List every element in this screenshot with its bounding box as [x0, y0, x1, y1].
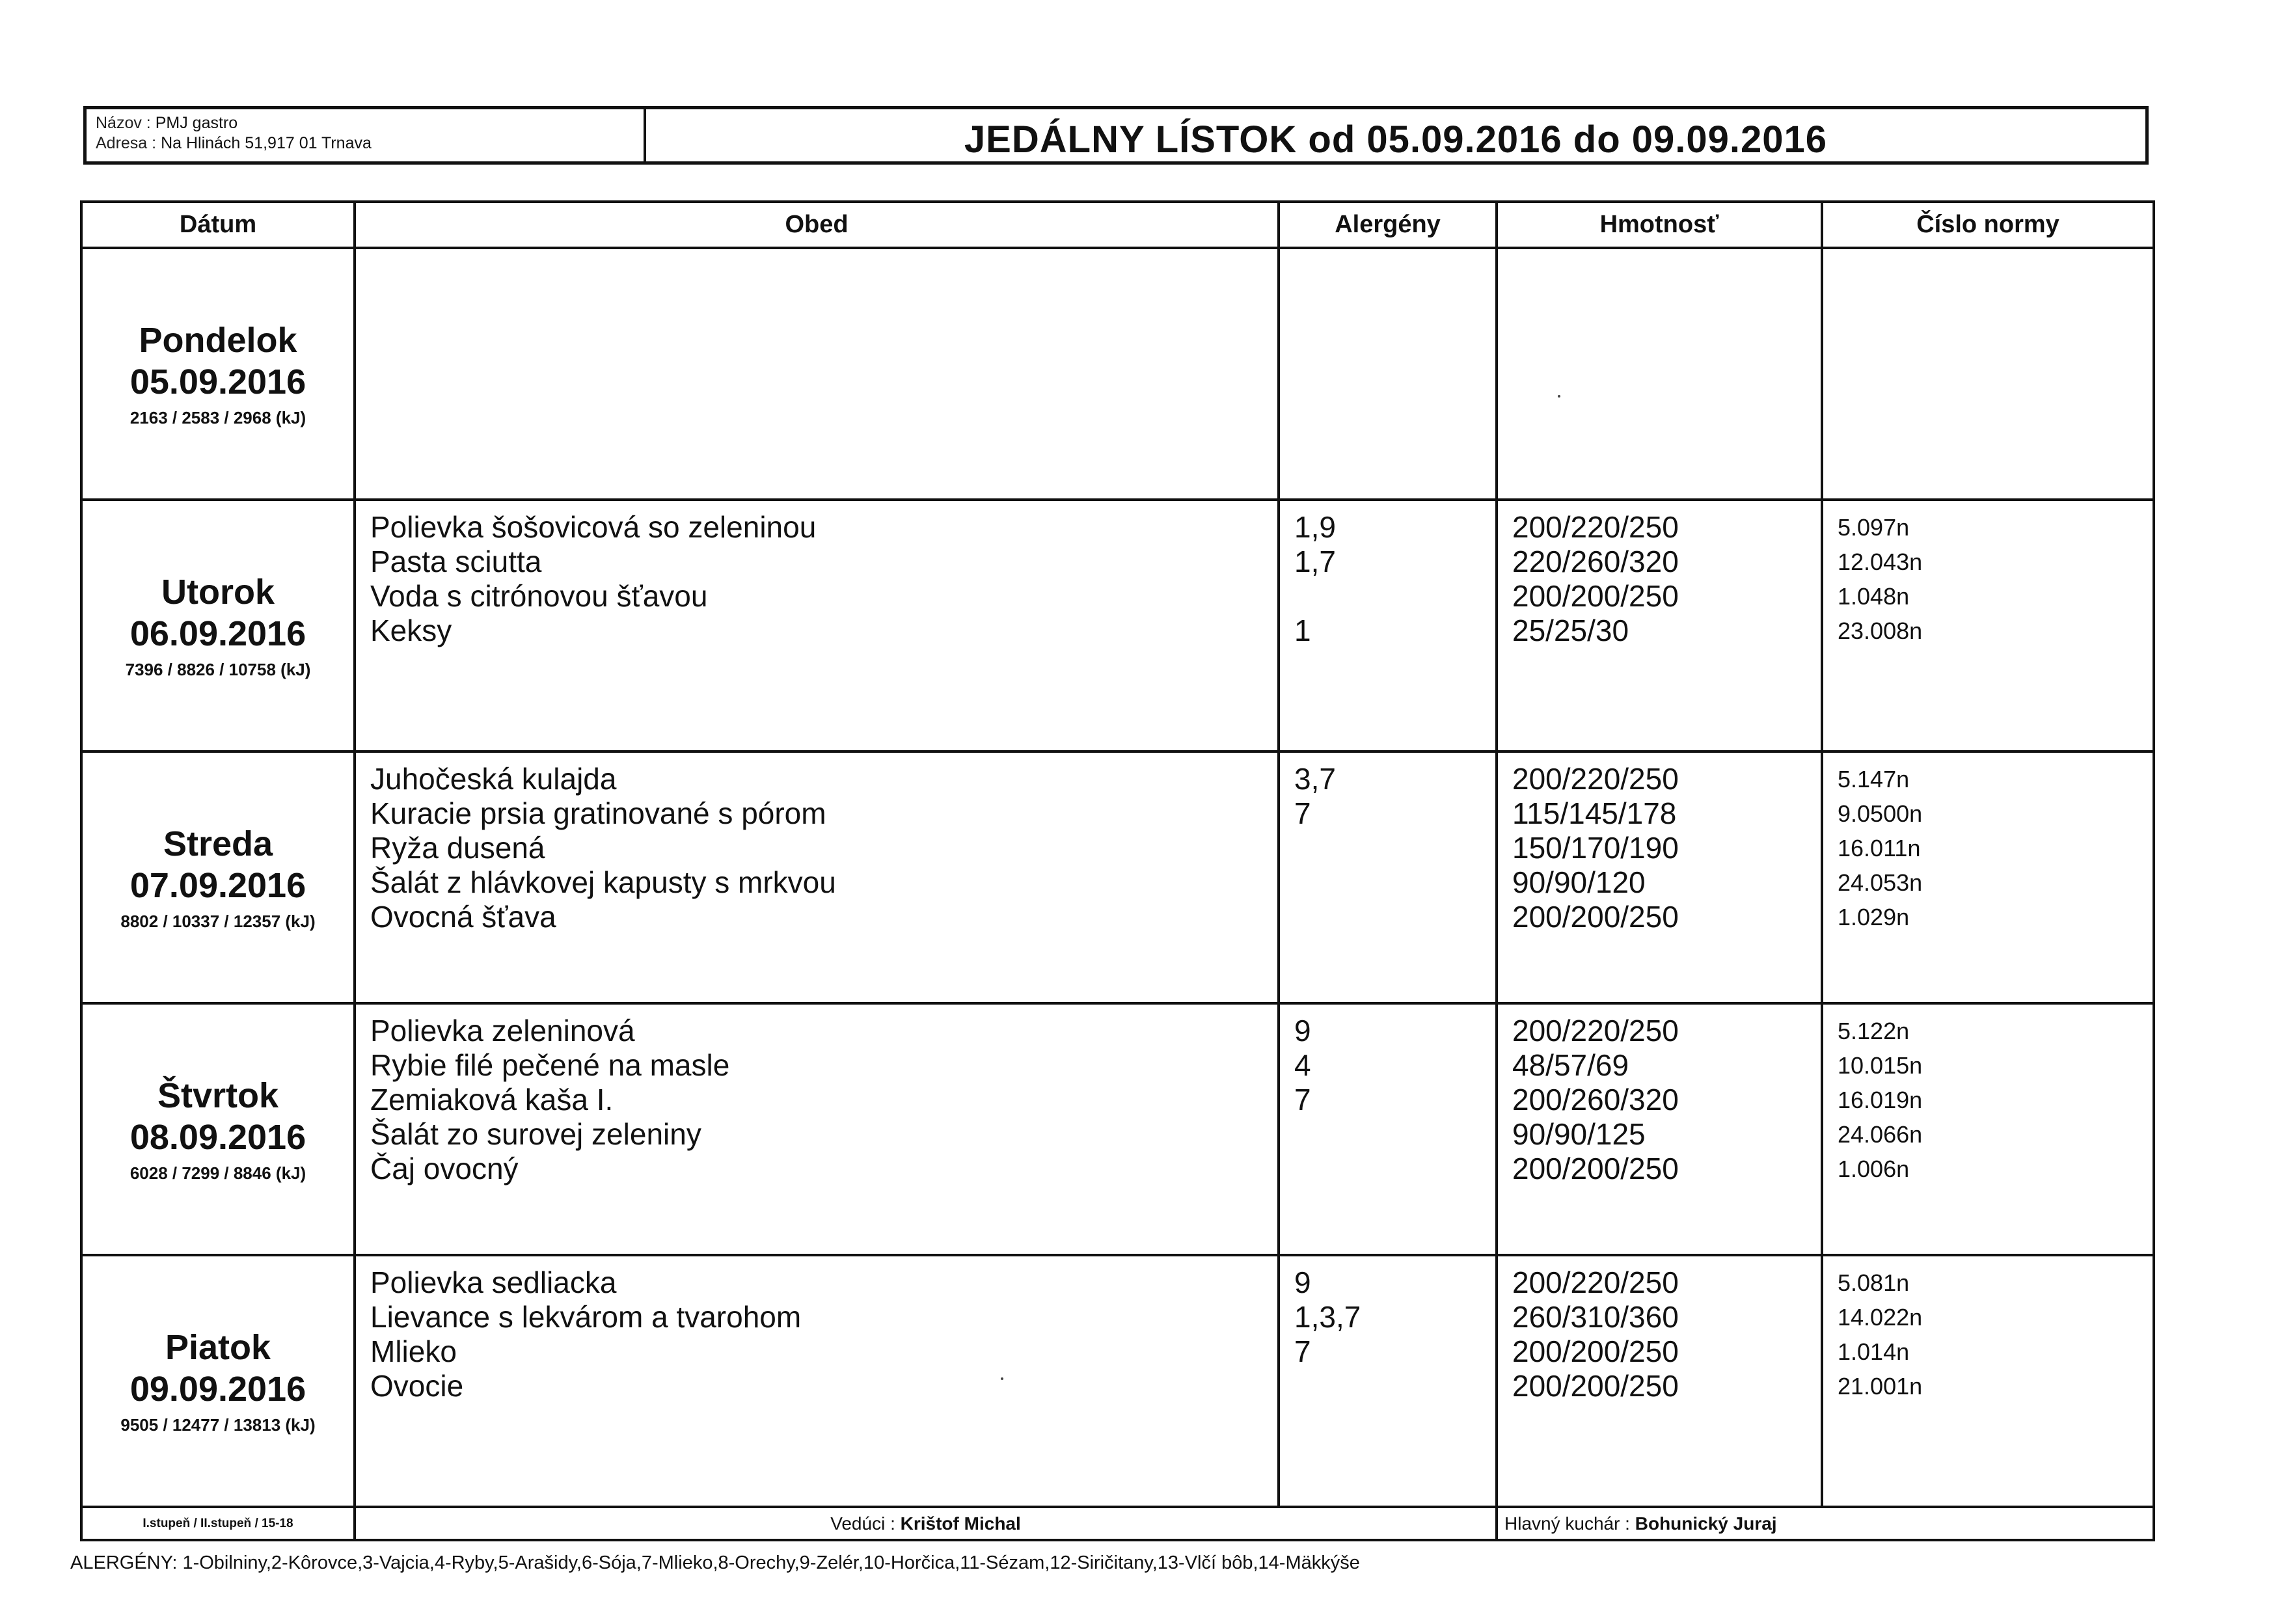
allergen-list [1279, 1003, 1497, 1255]
weight-item: 200/220/250 [1512, 1265, 1679, 1299]
allergen-item [1294, 579, 1481, 614]
meal-item: Šalát z hlávkovej kapusty s mrkvou [370, 865, 836, 899]
column-header-allergens: Alergény [1279, 202, 1497, 248]
manager-cell [355, 1507, 1497, 1540]
norm-item: 24.066n [1838, 1121, 1923, 1148]
allergen-item: 7 [1294, 796, 1311, 830]
meal-item: Čaj ovocný [370, 1152, 519, 1185]
meal-list [355, 1003, 1279, 1255]
allergen-item: 1 [1294, 614, 1311, 647]
meal-item: Zemiaková kaša I. [370, 1083, 614, 1116]
weight-item: 200/200/250 [1512, 1369, 1679, 1403]
allergen-item: 4 [1294, 1048, 1311, 1082]
chef-name: Bohunický Juraj [1635, 1513, 1777, 1534]
column-header-norm: Číslo normy [1822, 202, 2154, 248]
meal-item: Lievance s lekvárom a tvarohom [370, 1300, 802, 1334]
weight-item: 200/200/250 [1512, 900, 1679, 934]
day-cell [81, 1003, 355, 1255]
allergen-item: 9 [1294, 1265, 1311, 1299]
weight-item: 200/200/250 [1512, 579, 1679, 613]
norm-item: 5.147n [1838, 766, 1910, 792]
day-date: 09.09.2016 [129, 1370, 306, 1409]
allergen-item [1294, 1152, 1481, 1186]
document-header [83, 106, 2149, 165]
meal-list [355, 1255, 1279, 1507]
day-kj: 6028 / 7299 / 8846 (kJ) [129, 1163, 306, 1183]
day-date: 06.09.2016 [129, 614, 306, 653]
company-name: PMJ gastro [155, 114, 238, 132]
weight-item: 200/260/320 [1512, 1083, 1679, 1116]
day-date: 08.09.2016 [129, 1118, 306, 1157]
company-name-row [96, 113, 634, 133]
meal-item: Šalát zo surovej zeleniny [370, 1117, 701, 1151]
meal-list [355, 248, 1279, 500]
norm-item: 1.014n [1838, 1338, 1910, 1365]
norm-item: 1.048n [1838, 583, 1910, 610]
table-header-row [81, 202, 2154, 248]
norm-item: 1.006n [1838, 1156, 1910, 1182]
meal-item: Ryža dusená [370, 831, 545, 865]
norm-item: 21.001n [1838, 1373, 1923, 1400]
day-kj: 8802 / 10337 / 12357 (kJ) [120, 912, 316, 931]
meal-item: Pasta sciutta [370, 545, 542, 578]
meal-item: Keksy [370, 614, 452, 647]
norm-item: 16.011n [1838, 835, 1921, 861]
allergen-item: 9 [1294, 1014, 1311, 1048]
name-label: Názov : [96, 114, 151, 132]
weight-list [1497, 1003, 1822, 1255]
manager-label: Vedúci : [830, 1513, 895, 1534]
weight-item: 200/200/250 [1512, 1152, 1679, 1185]
allergen-item: 1,3,7 [1294, 1300, 1361, 1334]
meal-item: Rybie filé pečené na masle [370, 1048, 730, 1082]
weight-list [1497, 1255, 1822, 1507]
day-cell [81, 500, 355, 751]
allergen-item: 1,9 [1294, 510, 1336, 544]
meal-item: Polievka zeleninová [370, 1014, 635, 1048]
allergen-list [1279, 248, 1497, 500]
day-date: 05.09.2016 [129, 362, 306, 401]
meal-item: Voda s citrónovou šťavou [370, 579, 708, 613]
allergen-list [1279, 751, 1497, 1003]
day-row [81, 751, 2154, 1003]
day-row [81, 248, 2154, 500]
norm-list [1822, 500, 2154, 751]
day-kj: 2163 / 2583 / 2968 (kJ) [129, 408, 306, 427]
meal-item: Juhočeská kulajda [370, 762, 617, 796]
allergen-item: 7 [1294, 1334, 1311, 1368]
weight-item: 150/170/190 [1512, 831, 1679, 865]
scan-speck [1001, 1377, 1003, 1380]
norm-item: 9.0500n [1838, 800, 1923, 827]
menu-title: JEDÁLNY LÍSTOK od 05.09.2016 do 09.09.2016 [964, 118, 1828, 161]
day-row [81, 500, 2154, 751]
allergen-list [1279, 500, 1497, 751]
norm-item: 12.043n [1838, 548, 1923, 575]
weight-list [1497, 248, 1822, 500]
norm-item: 10.015n [1838, 1052, 1923, 1079]
norm-item: 5.122n [1838, 1018, 1910, 1044]
weight-item: 90/90/125 [1512, 1117, 1646, 1151]
allergen-item: 3,7 [1294, 762, 1336, 796]
meal-item: Ovocie [370, 1369, 464, 1403]
norm-item: 16.019n [1838, 1087, 1923, 1113]
norm-list [1822, 1003, 2154, 1255]
manager-name: Krištof Michal [900, 1513, 1021, 1534]
company-info [87, 109, 646, 161]
day-cell [81, 1255, 355, 1507]
meal-list [355, 751, 1279, 1003]
weight-item: 220/260/320 [1512, 545, 1679, 578]
norm-item: 5.081n [1838, 1269, 1910, 1296]
day-kj: 9505 / 12477 / 13813 (kJ) [120, 1415, 316, 1435]
norm-item: 1.029n [1838, 904, 1910, 930]
weight-item: 90/90/120 [1512, 865, 1646, 899]
company-address: Na Hlinách 51,917 01 Trnava [161, 134, 372, 152]
meal-list [355, 500, 1279, 751]
day-cell [81, 751, 355, 1003]
norm-item: 5.097n [1838, 514, 1910, 541]
allergen-list [1279, 1255, 1497, 1507]
weight-item: 200/220/250 [1512, 510, 1679, 544]
column-header-weight: Hmotnosť [1497, 202, 1822, 248]
menu-table [80, 200, 2155, 1541]
column-header-lunch: Obed [355, 202, 1279, 248]
table-footer-row [81, 1507, 2154, 1540]
meal-item: Kuracie prsia gratinované s pórom [370, 796, 826, 830]
meal-item: Ovocná šťava [370, 900, 556, 934]
meal-item: Polievka šošovicová so zeleninou [370, 510, 817, 544]
allergen-item: 7 [1294, 1083, 1311, 1116]
company-address-row [96, 133, 634, 154]
address-label: Adresa : [96, 134, 157, 152]
meal-item: Mlieko [370, 1334, 457, 1368]
chef-label: Hlavný kuchár : [1504, 1513, 1630, 1534]
norm-item: 14.022n [1838, 1304, 1923, 1331]
column-header-date: Dátum [81, 202, 355, 248]
day-row [81, 1255, 2154, 1507]
weight-item: 260/310/360 [1512, 1300, 1679, 1334]
day-row [81, 1003, 2154, 1255]
allergen-item [1294, 1117, 1481, 1152]
norm-item: 23.008n [1838, 617, 1923, 644]
norm-list [1822, 751, 2154, 1003]
norm-item: 24.053n [1838, 869, 1923, 896]
allergen-item: 1,7 [1294, 545, 1336, 578]
allergen-item [1294, 1369, 1481, 1403]
weight-item: 200/220/250 [1512, 1014, 1679, 1048]
chef-cell [1497, 1507, 2154, 1540]
allergen-legend: ALERGÉNY: 1-Obilniny,2-Kôrovce,3-Vajcia,4-Ryby,5-Arašidy,6-Sója,7-Mlieko,8-Orechy,9-Zelér,10-Horčica,11-Sézam,12-Siričitany,13-Vlčí bôb,14-Mäkkýše [70, 1552, 1360, 1573]
weight-list [1497, 500, 1822, 751]
allergen-item [1294, 900, 1481, 934]
day-name: Piatok [165, 1328, 271, 1367]
grade-levels: I.stupeň / II.stupeň / 15-18 [81, 1507, 355, 1540]
day-date: 07.09.2016 [129, 866, 306, 905]
weight-item: 25/25/30 [1512, 614, 1629, 647]
day-kj: 7396 / 8826 / 10758 (kJ) [125, 660, 311, 679]
day-name: Utorok [161, 573, 275, 612]
day-name: Štvrtok [157, 1076, 279, 1115]
meal-item: Polievka sedliacka [370, 1265, 617, 1299]
day-name: Pondelok [139, 321, 297, 360]
norm-list [1822, 1255, 2154, 1507]
allergen-item [1294, 865, 1481, 900]
day-cell [81, 248, 355, 500]
norm-list [1822, 248, 2154, 500]
weight-item: 48/57/69 [1512, 1048, 1629, 1082]
day-name: Streda [163, 824, 273, 863]
allergen-item [1294, 831, 1481, 865]
scan-speck [1558, 395, 1560, 398]
weight-item: 200/200/250 [1512, 1334, 1679, 1368]
weight-item: 200/220/250 [1512, 762, 1679, 796]
weight-list [1497, 751, 1822, 1003]
weight-item: 115/145/178 [1512, 796, 1677, 830]
